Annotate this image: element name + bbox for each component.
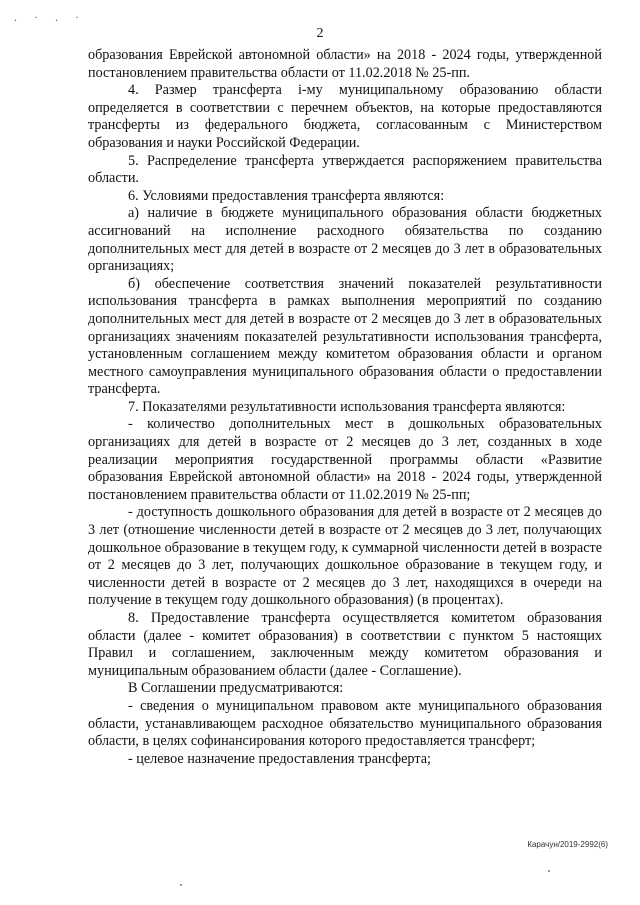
paragraph-agreement-legal-act: - сведения о муниципальном правовом акте муниципального образования области, устанавливающем расходное обязательство муниципального образования области, в целях софинансирования которого предоставляется трансферт;	[88, 697, 602, 750]
paragraph-indicator-places: - количество дополнительных мест в дошкольных образовательных организациях для детей в возрасте от 2 месяцев до 3 лет, созданных в ходе реализации мероприятия государственной программы области «Развитие образования Еврейской автономной области» на 2018 - 2024 годы, утвержденной постановлением правительства области от 11.02.2019 № 25-пп;	[88, 416, 602, 503]
document-code: Карачун/2019-2992(6)	[527, 840, 608, 849]
paragraph-item-6b: б) обеспечение соответствия значений показателей результативности использования трансферта в рамках выполнения мероприятий по созданию дополнительных мест для детей в возрасте от 2 месяцев до 3 лет в образовательных организациях значениям показателей результативности использования трансферта, установленным соглашением между комитетом образования области и органом местного самоуправления муниципального образования области о предоставлении трансферта.	[88, 275, 602, 398]
paragraph-item-7: 7. Показателями результативности использования трансферта являются:	[128, 398, 566, 415]
paragraph-indicator-availability: - доступность дошкольного образования для детей в возрасте от 2 месяцев до 3 лет (отношение численности детей в возрасте от 2 месяцев до 3 лет, получающих дошкольное образование в текущем году, к суммарной численности детей в возрасте от 2 месяцев до 3 лет, получающих дошкольное образование в текущем году, и численности детей в возрасте от 2 месяцев до 3 лет, находящихся в очереди на получение в текущем году дошкольного образования) (в процентах).	[88, 504, 602, 609]
scan-speck	[548, 870, 550, 872]
paragraph-continuation: образования Еврейской автономной области» на 2018 - 2024 годы, утвержденной постановлением правительства области от 11.02.2018 № 25-пп.	[88, 47, 602, 81]
paragraph-agreement-purpose: - целевое назначение предоставления трансферта;	[128, 750, 431, 767]
paragraph-item-6a: а) наличие в бюджете муниципального образования области бюджетных ассигнований на исполнение расходного обязательства по созданию дополнительных мест для детей в возрасте от 2 месяцев до 3 лет в образовательных организациях;	[88, 205, 602, 275]
page-number: 2	[316, 26, 324, 41]
scan-speck	[180, 884, 182, 886]
paragraph-agreement-intro: В Соглашении предусматриваются:	[128, 680, 344, 697]
paragraph-item-5: 5. Распределение трансферта утверждается распоряжением правительства области.	[88, 152, 602, 187]
document-body	[88, 47, 602, 768]
paragraph-item-8: 8. Предоставление трансферта осуществляется комитетом образования области (далее - комитет образования) в соответствии с пунктом 5 настоящих Правил и соглашением, заключенным между комитетом образования и муниципальным образованием области (далее - Соглашение).	[88, 610, 602, 679]
paragraph-item-4: 4. Размер трансферта i-му муниципальному образованию области определяется в соответствии с перечнем объектов, на которые предоставляются трансферты из федерального бюджета, согласованным с Министерством образования и науки Российской Федерации.	[88, 82, 602, 151]
paragraph-item-6: 6. Условиями предоставления трансферта являются:	[128, 187, 445, 204]
corner-scan-marks: . · . ·	[14, 10, 86, 24]
